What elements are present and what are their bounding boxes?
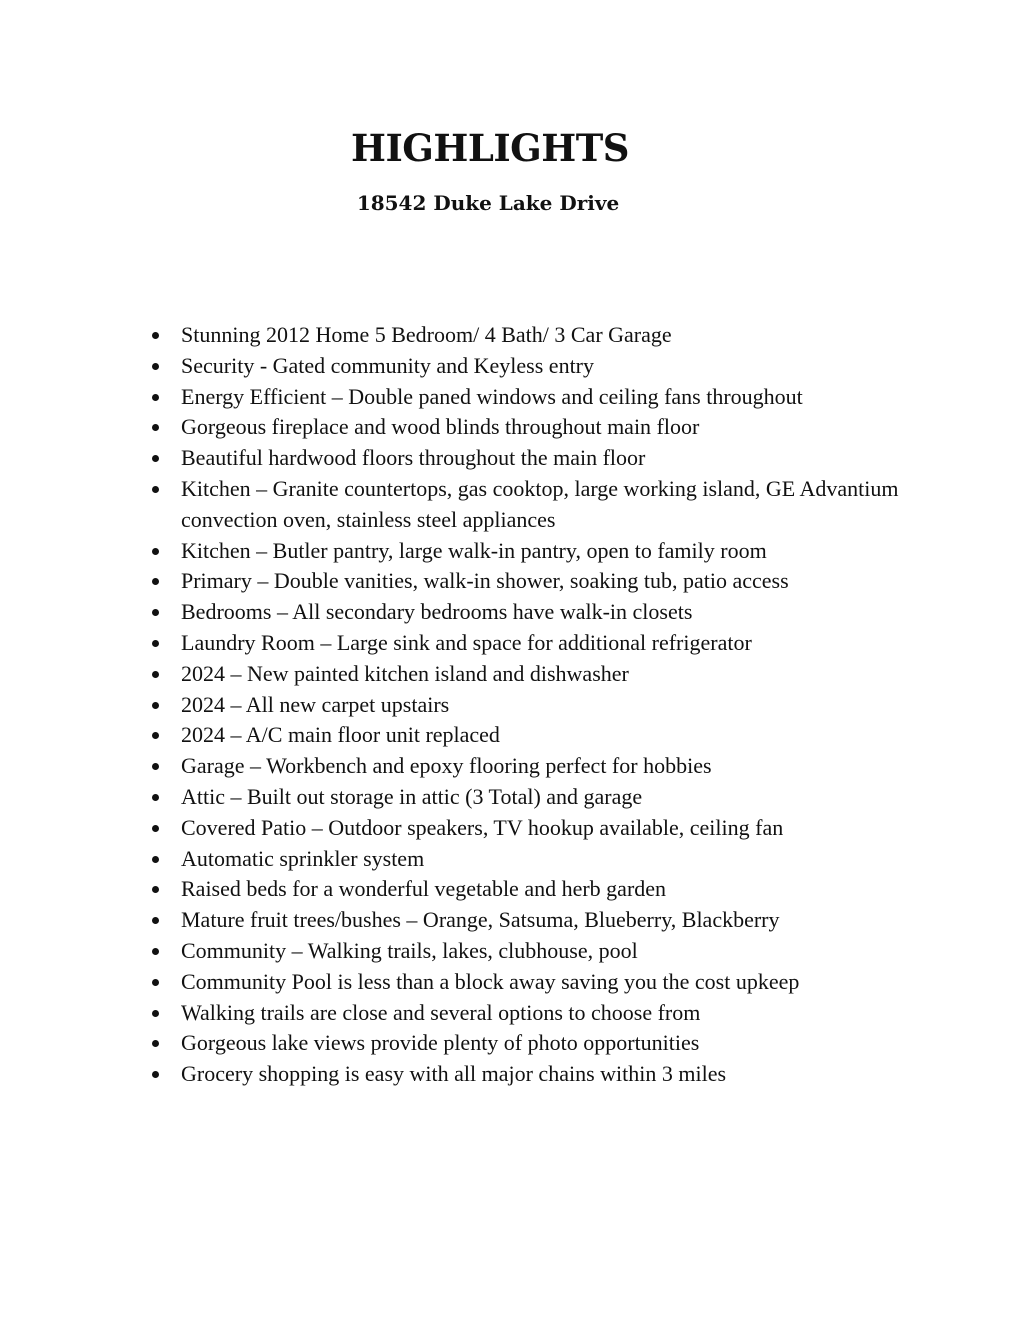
list-item [150,874,910,905]
list-item [150,751,910,782]
list-item [150,1059,910,1090]
list-item [150,813,910,844]
bullet-icon [152,640,159,647]
list-item-text: Stunning 2012 Home 5 Bedroom/ 4 Bath/ 3 Car Garage [181,322,672,347]
highlights-list [150,320,910,1090]
list-item-text: Community Pool is less than a block away saving you the cost upkeep [181,968,800,994]
list-item [150,412,910,443]
list-item-text: Kitchen – Butler pantry, large walk-in pantry, open to family room [181,537,767,563]
bullet-icon [152,917,159,924]
list-item-text: Raised beds for a wonderful vegetable and herb garden [181,876,667,902]
bullet-icon [152,732,159,739]
bullet-icon [152,671,159,678]
list-item-text: Laundry Room – Large sink and space for additional refrigerator [181,629,752,655]
list-item [150,474,910,536]
list-item-text: 2024 – All new carpet upstairs [181,691,450,717]
list-item [150,351,910,382]
list-item-text: Primary – Double vanities, walk-in shower, soaking tub, patio access [181,568,789,594]
list-item [150,1028,910,1059]
bullet-icon [152,1040,159,1047]
list-item-text: Grocery shopping is easy with all major chains within 3 miles [181,1061,727,1087]
bullet-icon [152,424,159,431]
bullet-icon [152,1071,159,1078]
list-item-text: Beautiful hardwood floors throughout the main floor [181,445,646,471]
bullet-icon [152,363,159,370]
list-item-text: Garage – Workbench and epoxy flooring perfect for hobbies [181,753,712,779]
bullet-icon [152,394,159,401]
bullet-icon [152,548,159,555]
bullet-icon [152,332,159,339]
document-title: HIGHLIGHTS [351,126,629,170]
bullet-icon [152,763,159,770]
list-item [150,382,910,413]
list-item [150,536,910,567]
list-item-text: Gorgeous fireplace and wood blinds throughout main floor [181,414,700,440]
bullet-icon [152,856,159,863]
list-item [150,566,910,597]
bullet-icon [152,702,159,709]
bullet-icon [152,486,159,493]
bullet-icon [152,886,159,893]
bullet-icon [152,794,159,801]
list-item [150,936,910,967]
list-item [150,967,910,998]
list-item-text: Covered Patio – Outdoor speakers, TV hookup available, ceiling fan [181,814,784,840]
list-item-text: Energy Efficient – Double paned windows and ceiling fans throughout [181,383,803,409]
list-item [150,659,910,690]
list-item-text: Security - Gated community and Keyless entry [181,352,595,378]
list-item [150,690,910,721]
list-item [150,720,910,751]
bullet-icon [152,1010,159,1017]
bullet-icon [152,578,159,585]
list-item [150,597,910,628]
bullet-icon [152,455,159,462]
bullet-icon [152,979,159,986]
property-address: 18542 Duke Lake Drive [356,191,620,215]
list-item-text: Gorgeous lake views provide plenty of photo opportunities [181,1030,700,1056]
list-item [150,905,910,936]
list-item [150,782,910,813]
list-item-text: Bedrooms – All secondary bedrooms have walk-in closets [181,599,693,625]
list-item [150,844,910,875]
list-item [150,320,910,351]
list-item-text: Mature fruit trees/bushes – Orange, Satsuma, Blueberry, Blackberry [181,907,780,933]
list-item-text: Attic – Built out storage in attic (3 Total) and garage [181,783,643,809]
bullet-icon [152,825,159,832]
list-item-text: Automatic sprinkler system [181,845,425,871]
list-item-text: 2024 – A/C main floor unit replaced [181,722,500,748]
bullet-icon [152,948,159,955]
list-item [150,998,910,1029]
list-item [150,628,910,659]
list-item-text: Walking trails are close and several options to choose from [181,999,701,1025]
bullet-icon [152,609,159,616]
list-item [150,443,910,474]
list-item-text: 2024 – New painted kitchen island and dishwasher [181,660,629,686]
list-item-text: Kitchen – Granite countertops, gas cooktop, large working island, GE Advantium convection oven, stainless steel appliances [181,475,899,532]
list-item-text: Community – Walking trails, lakes, clubhouse, pool [181,937,638,963]
